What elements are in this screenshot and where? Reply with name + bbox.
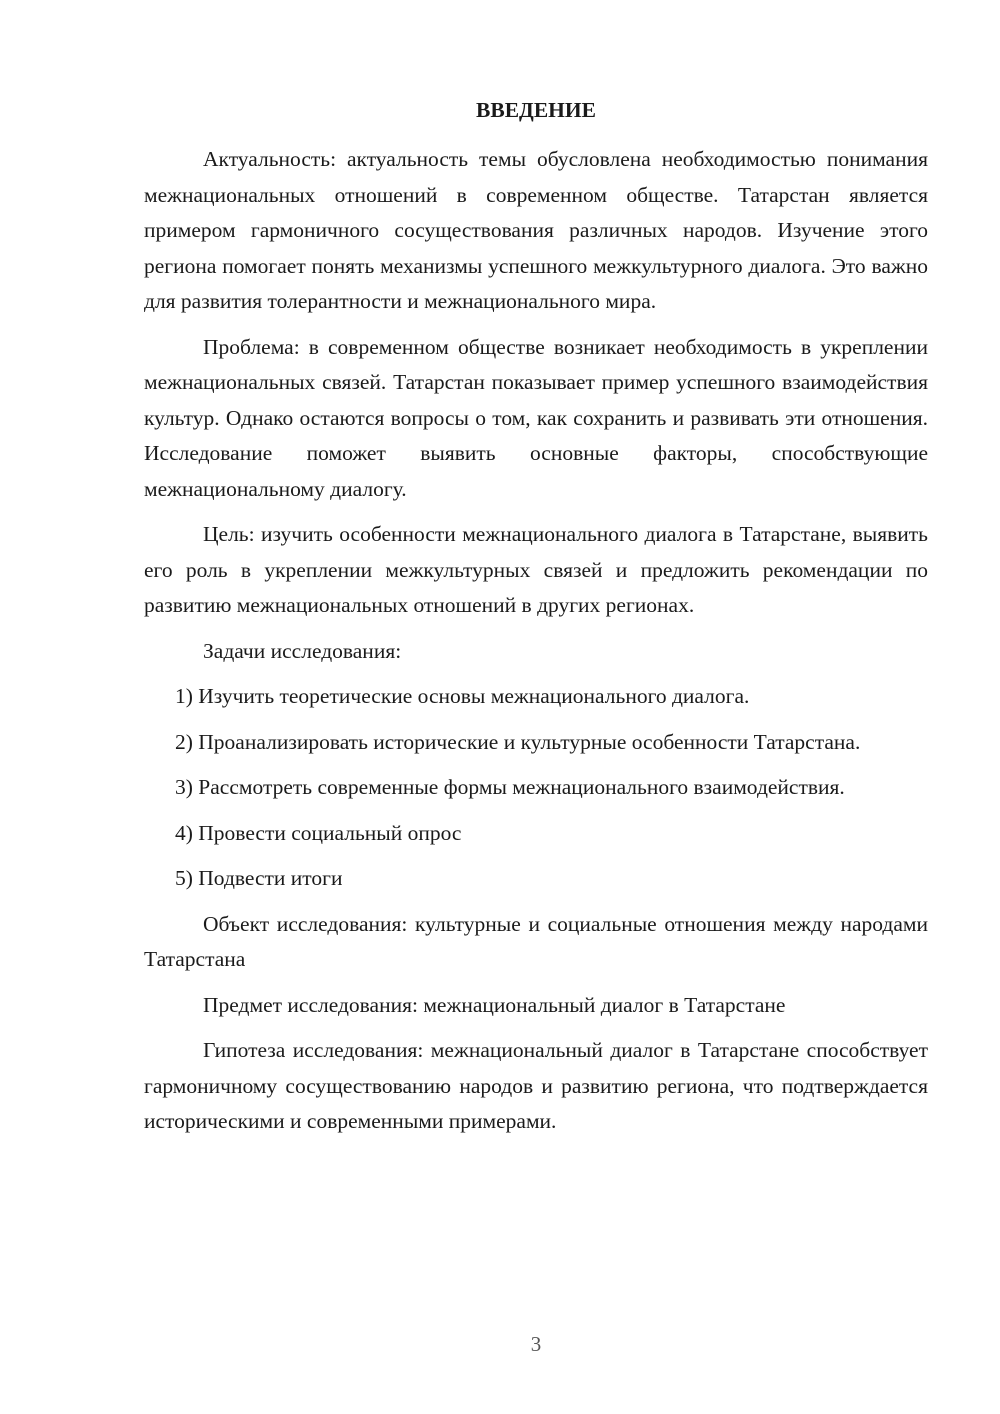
document-page (144, 96, 928, 1150)
task-item-5: 5) Подвести итоги (175, 866, 343, 890)
task-item-2: 2) Проанализировать исторические и культурные особенности Татарстана. (175, 729, 861, 754)
tasks-title: Задачи исследования: (203, 638, 402, 663)
paragraph-hypothesis: Гипотеза исследования: межнациональный диалог в Татарстане способствует гармоничному сосуществованию народов и развитию региона, что подтверждается историческими и современными примерами. (144, 1038, 928, 1133)
paragraph-relevance: Актуальность: актуальность темы обусловлена необходимостью понимания межнациональных отношений в современном обществе. Татарстан является примером гармоничного сосуществования различных народов. Изучение этого региона помогает понять механизмы успешного межкультурного диалога. Это важно для развития толерантности и межнационального мира. (144, 147, 928, 313)
page-number: 3 (530, 1332, 542, 1356)
paragraph-subject: Предмет исследования: межнациональный диалог в Татарстане (203, 992, 786, 1017)
section-heading: ВВЕДЕНИЕ (476, 98, 596, 122)
paragraph-object: Объект исследования: культурные и социальные отношения между народами Татарстана (144, 911, 928, 971)
task-item-4: 4) Провести социальный опрос (175, 820, 462, 845)
paragraph-goal: Цель: изучить особенности межнационального диалога в Татарстане, выявить его роль в укреплении межкультурных связей и предложить рекомендации по развитию межнациональных отношений в других регионах. (144, 522, 928, 617)
paragraph-problem: Проблема: в современном обществе возникает необходимость в укреплении межнациональных связей. Татарстан показывает пример успешного взаимодействия культур. Однако остаются вопросы о том, как сохранить и развивать эти отношения. Исследование поможет выявить основные факторы, способствующие межнациональному диалогу. (144, 334, 928, 501)
task-item-1: 1) Изучить теоретические основы межнационального диалога. (175, 684, 750, 708)
task-item-3: 3) Рассмотреть современные формы межнационального взаимодействия. (175, 775, 845, 799)
